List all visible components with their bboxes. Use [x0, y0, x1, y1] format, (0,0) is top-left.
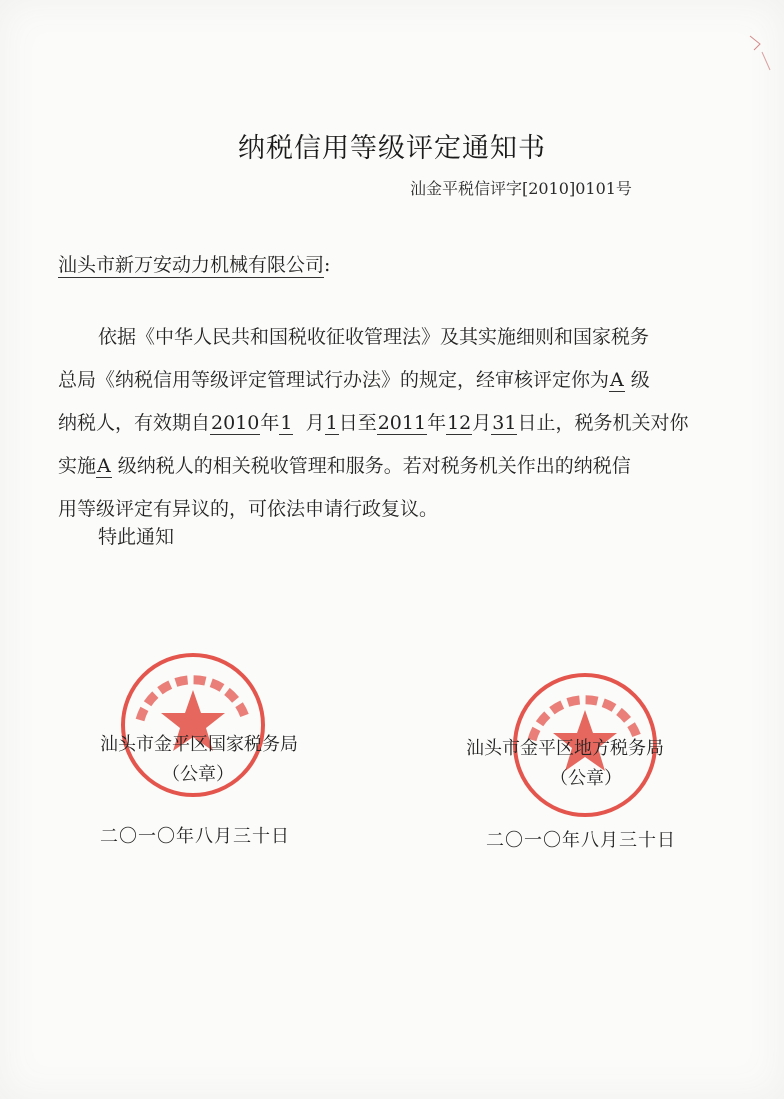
start-day: 1 — [325, 412, 338, 434]
recipient-line — [58, 250, 330, 277]
document-title: 纳税信用等级评定通知书 — [238, 133, 546, 164]
recipient-name: 汕头市新万安动力机械有限公司 — [58, 254, 325, 276]
corner-mark-icon — [740, 30, 774, 80]
month-char: 月 — [305, 412, 325, 434]
issuer-name: 汕头市金平区地方税务局 — [466, 738, 664, 759]
body-line-4-text: 级纳税人的相关税收管理和服务。若对税务机关作出的纳税信 — [117, 455, 631, 477]
seal-note: （公章） — [550, 768, 622, 789]
body-line-2 — [58, 359, 723, 402]
to-char: 至 — [357, 412, 377, 434]
body-paragraph — [58, 316, 723, 531]
issue-date: 二〇一〇年八月三十日 — [100, 826, 290, 847]
issue-date: 二〇一〇年八月三十日 — [486, 830, 676, 851]
body-line-5: 用等级评定有异议的，可依法申请行政复议。 — [58, 498, 439, 520]
day-char-2: 日 — [517, 412, 537, 434]
start-year: 2010 — [211, 412, 260, 434]
grade-value: A — [610, 369, 624, 391]
body-line-1: 依据《中华人民共和国税收征收管理法》及其实施细则和国家税务 — [98, 326, 650, 348]
month-char-2: 月 — [472, 412, 492, 434]
document-number: 汕金平税信评字[2010]0101号 — [410, 179, 632, 198]
year-char: 年 — [260, 412, 280, 434]
year-char-2: 年 — [427, 412, 447, 434]
body-line-4 — [58, 445, 723, 488]
end-month: 12 — [447, 412, 472, 434]
start-month: 1 — [280, 412, 293, 434]
body-line-3 — [58, 402, 723, 445]
grade-value-2: A — [97, 455, 111, 477]
validity-prefix: 纳税人，有效期自 — [58, 412, 211, 434]
grade-suffix: 级 — [630, 369, 650, 391]
implement-prefix: 实施 — [58, 455, 97, 477]
seal-note: （公章） — [162, 764, 234, 785]
recipient-suffix: : — [324, 254, 331, 276]
validity-suffix: 止，税务机关对你 — [536, 412, 689, 434]
body-line-2-text: 总局《纳税信用等级评定管理试行办法》的规定，经审核评定你为 — [58, 369, 610, 391]
issuer-name: 汕头市金平区国家税务局 — [100, 734, 298, 755]
end-day: 31 — [492, 412, 517, 434]
closing-text: 特此通知 — [98, 526, 175, 548]
end-year: 2011 — [377, 412, 427, 434]
day-char: 日 — [338, 412, 358, 434]
